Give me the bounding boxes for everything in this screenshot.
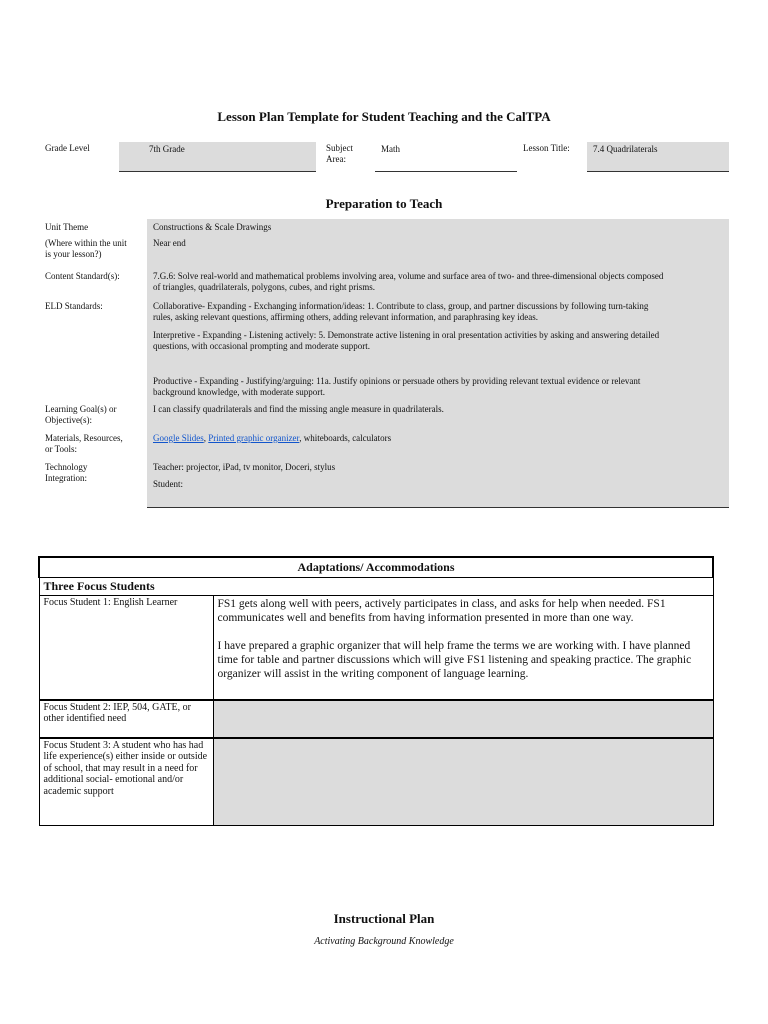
- document-title: Lesson Plan Template for Student Teaching and the CalTPA: [217, 109, 551, 124]
- grade-level-label: Grade Level: [45, 143, 90, 153]
- materials-label: Materials, Resources, or Tools:: [45, 433, 123, 454]
- focus-student-3-label: Focus Student 3: A student who has had life experience(s) either inside or outside of school, that may result in a need for additional social- emotional and/or academic support: [39, 738, 213, 826]
- where-in-unit-label: (Where within the unit is your lesson?): [45, 238, 127, 259]
- technology-teacher-value: Teacher: projector, iPad, tv monitor, Doceri, stylus: [153, 462, 336, 472]
- learning-goal-label: Learning Goal(s) or Objective(s):: [45, 404, 117, 425]
- content-standard-value: 7.G.6: Solve real-world and mathematical problems involving area, volume and surface area of two- and three-dimensional objects composed of triangles, quadrilaterals, polygons, cubes, and right prisms.: [153, 271, 664, 292]
- content-standard-label: Content Standard(s):: [45, 271, 120, 281]
- unit-theme-label: Unit Theme: [45, 222, 89, 232]
- instructional-plan-heading: Instructional Plan: [333, 911, 435, 926]
- eld-productive-text: Productive - Expanding - Justifying/arguing: 11a. Justify opinions or persuade others by providing relevant textual evidence or relevant background knowledge, with moderate support.: [153, 376, 641, 397]
- technology-student-value: Student:: [153, 479, 184, 489]
- eld-interpretive-text: Interpretive - Expanding - Listening actively: 5. Demonstrate active listening in oral presentation activities by asking and answering detailed questions, with occasional prompting and moderate support.: [153, 330, 660, 351]
- activating-knowledge-subheading: Activating Background Knowledge: [314, 936, 454, 947]
- eld-collaborative-text: Collaborative- Expanding - Exchanging information/ideas: 1. Contribute to class, group, and partner discussions by following turn-taking rules, asking relevant questions, affirming others, adding relevant information, and paraphrasing key ideas.: [153, 301, 649, 322]
- grade-level-field[interactable]: [119, 142, 316, 172]
- where-in-unit-value: Near end: [153, 238, 186, 248]
- eld-standards-label: ELD Standards:: [45, 301, 103, 311]
- focus-student-1-notes[interactable]: FS1 gets along well with peers, actively participates in class, and asks for help when needed. FS1 communicates well and benefits from having information presented in more than one way. I have prepared a graphic organizer that will help frame the terms we are working with. I have planned time for table and partner discussions which will give FS1 listening and speaking practice. The graphic organizer will assist in the writing component of language learning.: [213, 596, 713, 700]
- accommodations-heading: Adaptations/ Accommodations: [39, 557, 713, 578]
- subject-value: Math: [381, 144, 400, 154]
- lesson-title-field[interactable]: [587, 142, 729, 172]
- grade-level-value: 7th Grade: [149, 144, 185, 154]
- technology-label: Technology Integration:: [45, 462, 88, 483]
- lesson-title-label: Lesson Title:: [523, 143, 570, 153]
- focus-student-2-label: Focus Student 2: IEP, 504, GATE, or other identified need: [39, 700, 213, 738]
- subject-field[interactable]: [375, 142, 517, 172]
- unit-theme-value: Constructions & Scale Drawings: [153, 222, 272, 232]
- graphic-organizer-link[interactable]: Printed graphic organizer: [208, 433, 300, 443]
- preparation-heading: Preparation to Teach: [325, 196, 443, 211]
- focus-student-2-notes[interactable]: [213, 700, 713, 738]
- subject-area-label: Subject Area:: [326, 143, 353, 164]
- materials-value: Google Slides, Printed graphic organizer, whiteboards, calculators: [153, 433, 392, 443]
- focus-student-1-label: Focus Student 1: English Learner: [39, 596, 213, 700]
- focus-student-3-notes[interactable]: [213, 738, 713, 826]
- lesson-title-value: 7.4 Quadrilaterals: [593, 144, 658, 154]
- learning-goal-value: I can classify quadrilaterals and find the missing angle measure in quadrilaterals.: [153, 404, 444, 414]
- google-slides-link[interactable]: Google Slides: [153, 433, 204, 443]
- focus-students-subheading: Three Focus Students: [39, 578, 713, 596]
- accommodations-table: [38, 556, 714, 826]
